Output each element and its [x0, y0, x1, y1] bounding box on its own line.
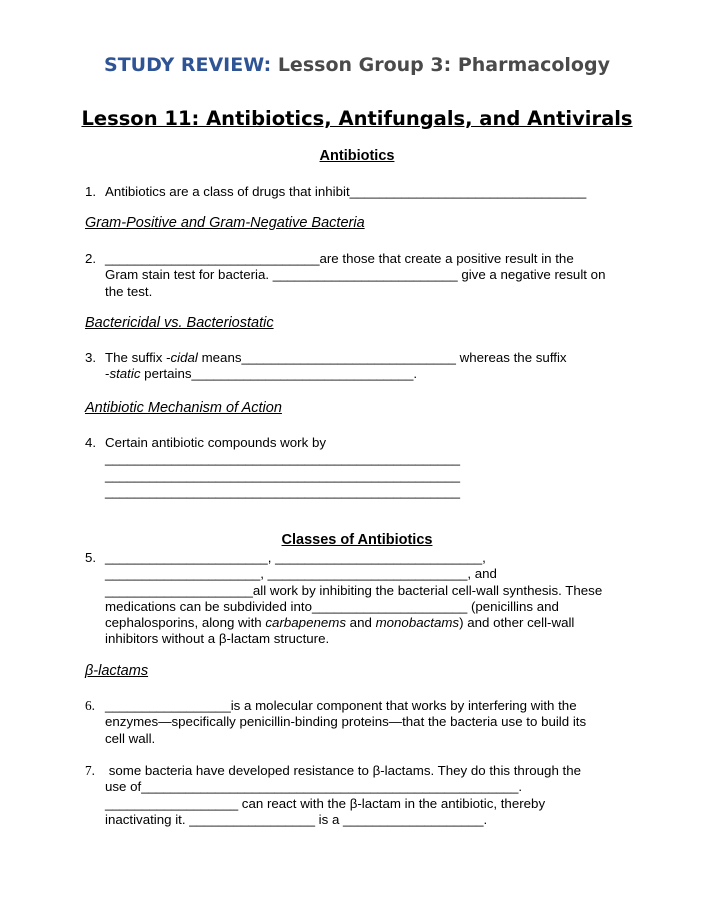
question-line: Gram stain test for bacteria. _________________________ give a negative result on [105, 267, 606, 283]
text-run: The suffix - [105, 350, 171, 365]
question-line: cell wall. [105, 730, 156, 746]
question-line: inactivating it. _________________ is a ___________________. [105, 811, 488, 827]
question-number: 3. [85, 350, 97, 365]
study-review-header [0, 54, 714, 76]
question-number: 5. [85, 550, 97, 565]
question-line [105, 615, 645, 631]
italic-term: carbapenems [265, 615, 346, 631]
header-rest: Lesson Group 3: Pharmacology [277, 54, 610, 76]
question-line: Certain antibiotic compounds work by [105, 435, 326, 450]
question-line: the test. [105, 283, 153, 299]
question-7 [85, 763, 645, 828]
question-line: enzymes—specifically penicillin-binding proteins—that the bacteria use to build its [105, 714, 587, 730]
question-4 [85, 435, 645, 500]
lesson-title: Lesson 11: Antibiotics, Antifungals, and Antivirals [81, 107, 633, 130]
italic-term: cidal [170, 350, 198, 365]
answer-line: ________________________________________________ [105, 451, 460, 467]
question-line [105, 350, 645, 366]
question-line: ____________________all work by inhibiting the bacterial cell-wall synthesis. These [105, 582, 603, 598]
text-run: cephalosporins, along with [105, 615, 266, 631]
question-number: 2. [85, 251, 97, 266]
question-1 [85, 184, 645, 200]
text-run: - [105, 366, 110, 382]
question-number: 1. [85, 184, 97, 199]
question-3 [85, 350, 645, 383]
question-number: 7. [85, 763, 95, 778]
question-number: 4. [85, 435, 97, 450]
question-line [105, 366, 645, 382]
question-6 [85, 698, 645, 747]
question-text: Antibiotics are a class of drugs that inhibit________________________________ [105, 184, 587, 199]
text-run: means_____________________________ whereas the suffix [197, 350, 567, 365]
question-5 [85, 550, 645, 648]
question-line: inhibitors without a β-lactam structure. [105, 631, 330, 647]
question-number: 6. [85, 698, 95, 713]
text-run: pertains______________________________. [140, 366, 418, 382]
text-run: ) and other cell-wall [459, 615, 575, 631]
section-bactericidal: Bactericidal vs. Bacteriostatic [85, 315, 274, 331]
question-line: ______________________, ____________________________, [105, 550, 486, 565]
question-line: use of___________________________________________________. [105, 779, 523, 795]
question-line: __________________ can react with the β-lactam in the antibiotic, thereby [105, 795, 546, 811]
section-gram: Gram-Positive and Gram-Negative Bacteria [85, 215, 365, 231]
question-line: _________________is a molecular component that works by interfering with the [105, 698, 577, 713]
heading-antibiotics: Antibiotics [319, 148, 395, 164]
text-run: and [345, 615, 376, 631]
answer-line: ________________________________________________ [105, 467, 460, 483]
question-line: _____________________, ___________________________, and [105, 566, 497, 582]
header-lead: STUDY REVIEW: [104, 54, 272, 76]
question-line: some bacteria have developed resistance to β-lactams. They do this through the [105, 763, 582, 778]
question-2 [85, 251, 645, 300]
italic-term: monobactams [375, 615, 460, 631]
question-line: _____________________________are those that create a positive result in the [105, 251, 574, 266]
italic-term: static [109, 366, 141, 382]
section-mechanism: Antibiotic Mechanism of Action [85, 400, 282, 416]
section-betalactams: β-lactams [85, 663, 149, 679]
question-line: medications can be subdivided into_____________________ (penicillins and [105, 598, 559, 614]
heading-classes: Classes of Antibiotics [281, 532, 433, 548]
answer-line: ________________________________________________ [105, 483, 460, 499]
